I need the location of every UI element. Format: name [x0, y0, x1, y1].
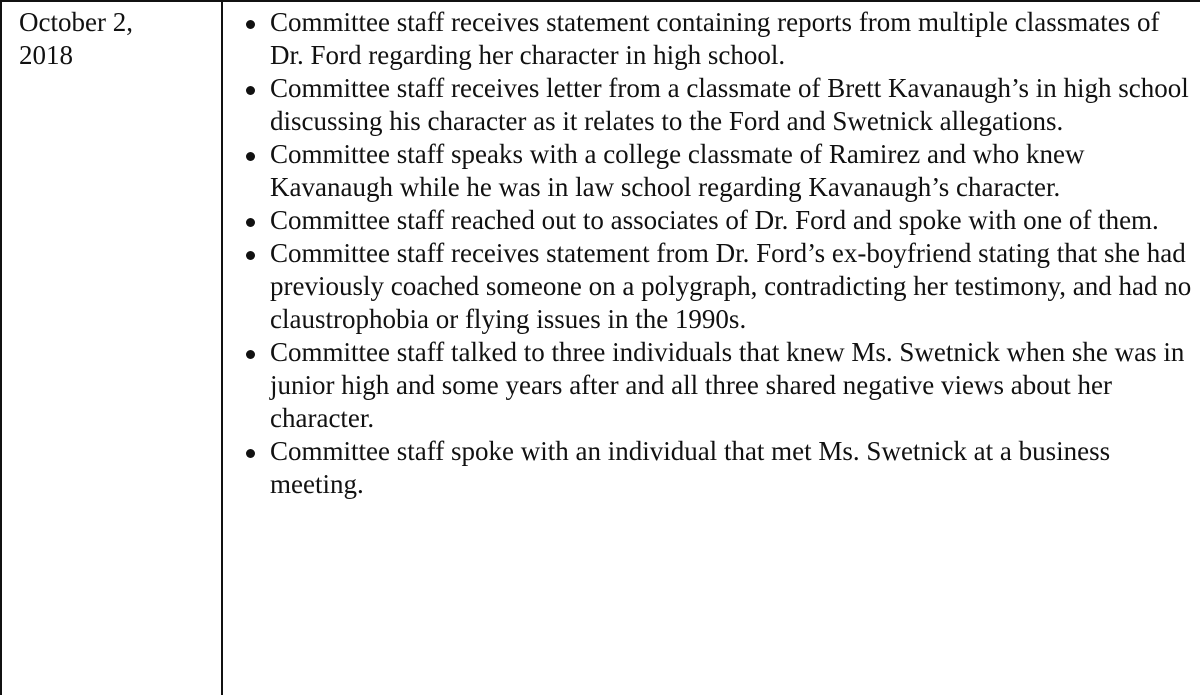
list-item: [237, 204, 1192, 237]
bullet-icon: [246, 152, 255, 161]
list-item-text: Committee staff receives statement containing reports from multiple classmates of Dr. Ford regarding her character in high school.: [270, 7, 1160, 70]
bullet-icon: [246, 218, 255, 227]
column-divider: [221, 0, 223, 695]
list-item-text: Committee staff speaks with a college classmate of Ramirez and who knew Kavanaugh while he was in law school regarding Kavanaugh’s character.: [270, 139, 1085, 202]
list-item: [237, 336, 1192, 435]
list-item: [237, 237, 1192, 336]
bullet-icon: [246, 251, 255, 260]
events-cell: [237, 6, 1192, 501]
bullet-icon: [246, 350, 255, 359]
list-item-text: Committee staff talked to three individuals that knew Ms. Swetnick when she was in junior high and some years after and all three shared negative views about her character.: [270, 337, 1185, 433]
list-item: [237, 6, 1192, 72]
bullet-icon: [246, 449, 255, 458]
list-item-text: Committee staff spoke with an individual that met Ms. Swetnick at a business meeting.: [270, 436, 1111, 499]
list-item-text: Committee staff reached out to associates of Dr. Ford and spoke with one of them.: [270, 205, 1159, 235]
table-left-border: [0, 0, 2, 695]
list-item: [237, 138, 1192, 204]
list-item: [237, 435, 1192, 501]
bullet-icon: [246, 86, 255, 95]
list-item: [237, 72, 1192, 138]
date-cell: [19, 6, 209, 72]
table-top-border: [0, 0, 1200, 2]
list-item-text: Committee staff receives letter from a classmate of Brett Kavanaugh’s in high school discussing his character as it relates to the Ford and Swetnick allegations.: [270, 73, 1189, 136]
event-list: [237, 6, 1192, 501]
date-line-2: 2018: [19, 40, 73, 70]
date-line-1: October 2,: [19, 7, 133, 37]
list-item-text: Committee staff receives statement from Dr. Ford’s ex-boyfriend stating that she had previously coached someone on a polygraph, contradicting her testimony, and had no claustrophobia or flying issues in the 1990s.: [270, 238, 1192, 334]
bullet-icon: [246, 20, 255, 29]
